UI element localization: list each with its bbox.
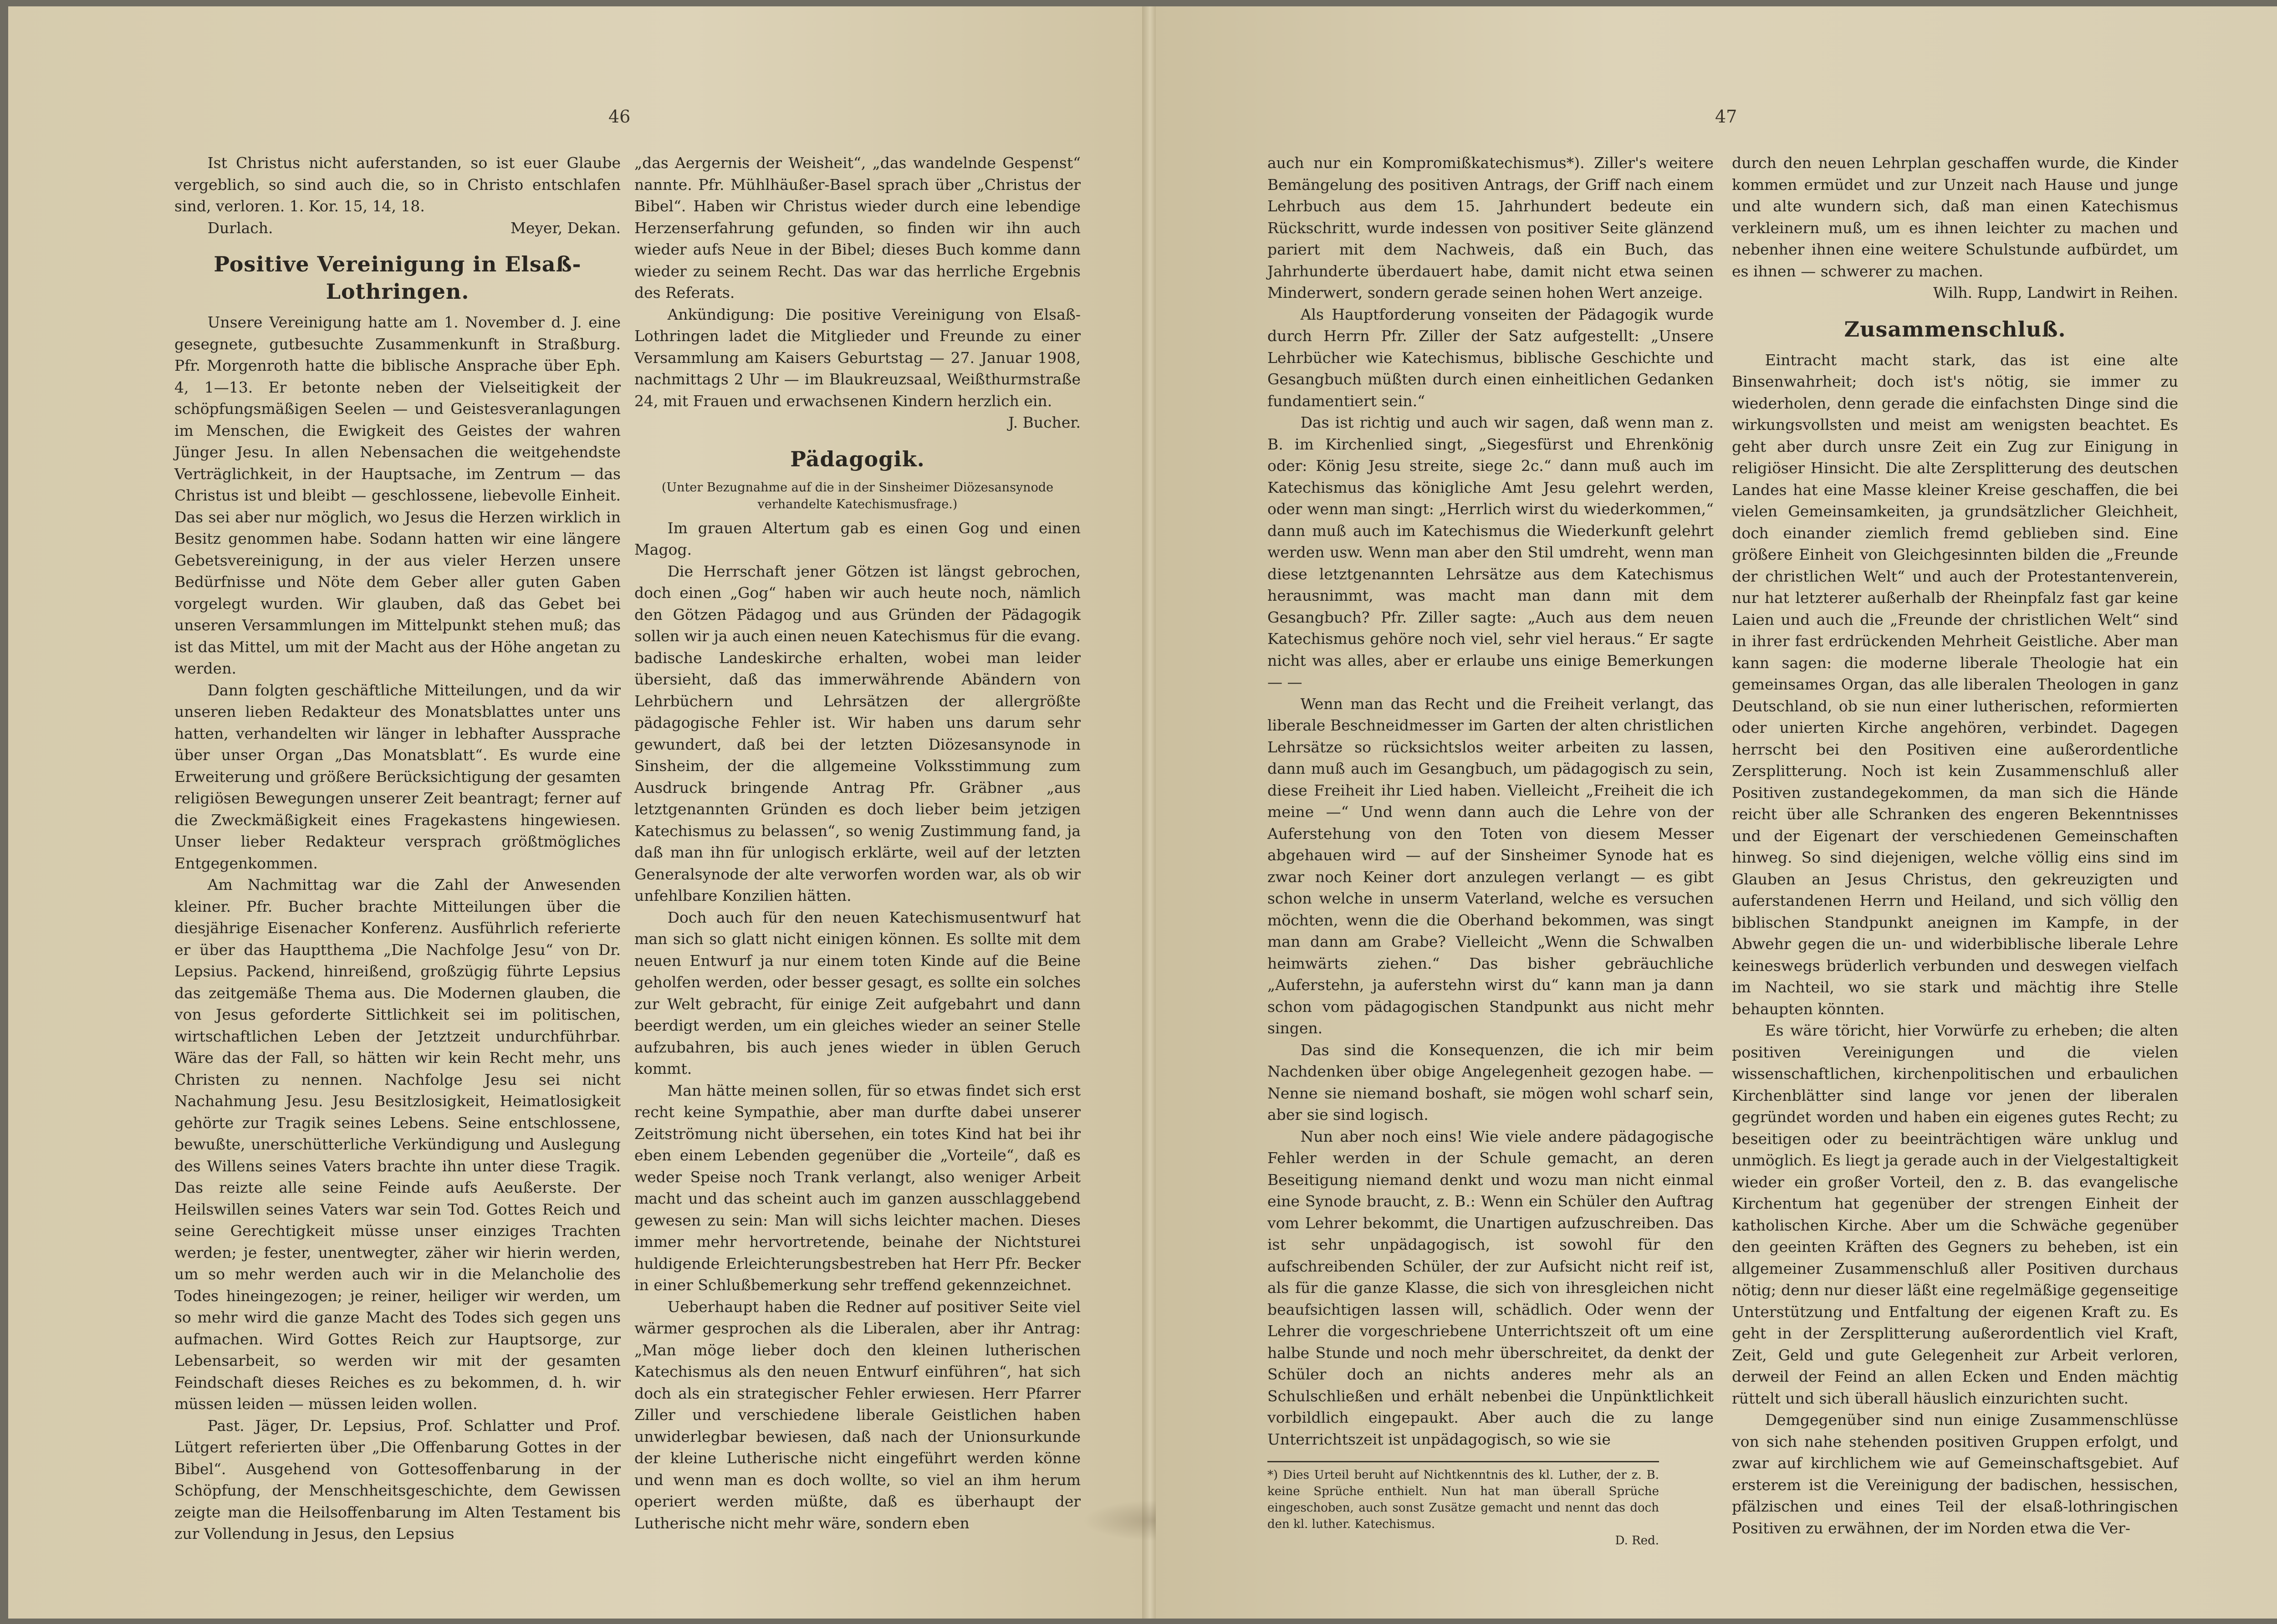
column-3 xyxy=(1267,152,1714,1549)
paragraph: Das sind die Konsequenzen, die ich mir beim Nachdenken über obige Angelegenheit gezogen habe. — Nenne sie niemand boshaft, sie mögen wohl scharf sein, aber sie sind logisch. xyxy=(1267,1041,1714,1124)
newspaper-spread xyxy=(8,6,2277,1619)
left-page xyxy=(8,6,1144,1619)
article-subheading: (Unter Bezugnahme auf die in der Sinsheimer Diözesansynode verhandelte Katechismusfrage.) xyxy=(661,480,1054,511)
paragraph: Doch auch für den neuen Katechismusentwurf hat man sich so glatt nicht einigen können. Es sollte mit dem neuen Entwurf ja nur einem toten Kinde auf die Beine geholfen werden, oder besser gesagt, es sollte ein solches zur Welt gebracht, für einige Zeit aufgebahrt und dann beerdigt werden, um ein gleiches wieder an seiner Stelle aufzubahren, bis auch jenes wieder in üblen Geruch kommt. xyxy=(634,908,1081,1078)
page-number-right: 47 xyxy=(1715,107,1737,127)
column-4 xyxy=(1732,152,2178,1539)
footnote-signature: D. Red. xyxy=(1615,1534,1659,1547)
column-1 xyxy=(174,152,621,1545)
paragraph: Dann folgten geschäftliche Mitteilungen, und da wir unseren lieben Redakteur des Monatsblattes unter uns hatten, verhandelten wir länger in lebhafter Aussprache über unser Organ „Das Monatsblatt“. Es wurde eine Erweiterung und größere Berücksichtigung der gesamten religiösen Bewegungen unserer Zeit beantragt; ferner auf die Zweckmäßigkeit eines Fragekastens hingewiesen. Unser lieber Redakteur versprach größtmögliches Entgegenkommen. xyxy=(174,681,621,872)
article-heading: Zusammenschluß. xyxy=(1844,317,2066,342)
article-heading: Positive Vereinigung in Elsaß-Lothringen. xyxy=(214,252,582,304)
paragraph: Nun aber noch eins! Wie viele andere pädagogische Fehler werden in der Schule gemacht, an deren Beseitigung niemand denkt und wozu man nicht einmal eine Synode braucht, z. B.: Wenn ein Schüler den Auftrag vom Lehrer bekommt, die Unartigen aufzuschreiben. Das ist sehr unpädagogisch, ist sowohl für den aufschreibenden Schüler, der zur Aufsicht nicht reif ist, als für die ganze Klasse, die sich von ihresgleichen nicht beaufsichtigen lassen will, schädlich. Oder wenn der Lehrer die vorgeschriebene Unterrichtszeit oft um eine halbe Stunde und noch mehr überschreitet, da denkt der Schüler doch an nichts anderes mehr als an Schulschließen und erhält nebenbei die Unpünktlichkeit vorbildlich eingepaukt. Aber auch die zu lange Unterrichtszeit ist unpädagogisch, so wie sie xyxy=(1267,1127,1714,1448)
paragraph: Das ist richtig und auch wir sagen, daß wenn man z. B. im Kirchenlied singt, „Siegesfürst und Ehrenkönig oder: König Jesu streite, siege 2c.“ dann muß auch im Katechismus das königliche Amt Jesu gelehrt werden, oder wenn man singt: „Herrlich wirst du wiederkommen,“ dann muß auch im Katechismus die Wiederkunft gelehrt werden usw. Wenn man aber den Stil umdreht, wenn man diese letztgenannten Lehrsätze aus dem Katechismus herausnimmt, was macht man dann mit dem Gesangbuch? Pfr. Ziller sagte: „Auch aus dem neuen Katechismus gehöre noch viel, sehr viel heraus.“ Er sagte nicht was alles, aber er erlaube uns einige Bemerkungen — — xyxy=(1267,414,1714,691)
column-2 xyxy=(634,152,1081,1534)
paragraph: „das Aergernis der Weisheit“, „das wandelnde Gespenst“ nannte. Pfr. Mühlhäußer-Basel sprach über „Christus der Bibel“. Haben wir Christus wieder durch eine lebendige Herzenserfahrung gefunden, so finden wir ihn auch wieder aufs Neue in der Bibel; dieses Buch komme dann wieder zu seinem Recht. Das war das herrliche Ergebnis des Referats. xyxy=(634,154,1081,301)
paragraph: Es wäre töricht, hier Vorwürfe zu erheben; die alten positiven Vereinigungen und die vielen wissenschaftlichen, kirchenpolitischen und erbaulichen Kirchenblätter sind lange vor jenen der liberalen gegründet worden und haben ein eigenes gutes Recht; zu beseitigen oder zu beeinträchtigen wäre unklug und unmöglich. Es liegt ja gerade auch in der Vielgestaltigkeit wieder ein großer Vorteil, den z. B. das evangelische Kirchentum hat gegenüber der strengen Einheit der katholischen Kirche. Aber um die Schwäche gegenüber den geeinten Kräften des Gegners zu beheben, ist ein allgemeiner Zusammenschluß aller Positiven durchaus nötig; denn nur dieser läßt eine regelmäßige gegenseitige Unterstützung und Entfaltung der eigenen Kraft zu. Es geht in der Zersplitterung außerordentlich viel Kraft, Zeit, Geld und gute Gelegenheit zur Arbeit verloren, derweil der Feind an allen Ecken und Enden mächtig rüttelt und sich überall häuslich einzurichten sucht. xyxy=(1732,1021,2178,1407)
quote-author: Meyer, Dekan. xyxy=(510,219,621,237)
paragraph: Am Nachmittag war die Zahl der Anwesenden kleiner. Pfr. Bucher brachte Mitteilungen über die diesjährige Eisenacher Konferenz. Ausführlich referierte er über das Hauptthema „Die Nachfolge Jesu“ von Dr. Lepsius. Packend, hinreißend, großzügig führte Lepsius das zeitgemäße Thema aus. Die Modernen glauben, die von Jesus geforderte Sittlichkeit sei im politischen, wirtschaftlichen Leben der Jetztzeit undurchführbar. Wäre das der Fall, so hätten wir kein Recht mehr, uns Christen zu nennen. Nachfolge Jesu sei nicht Nachahmung Jesu. Jesu Besitzlosigkeit, Heimatlosigkeit gehörte zur Tragik seines Lebens. Seine entschlossene, bewußte, unerschütterliche Verkündigung und Auslegung des Willens seines Vaters brachte ihn unter diese Tragik. Das reizte alle seine Feinde aufs Aeußerste. Der Heilswillen seines Vaters war sein Tod. Gottes Reich und seine Gerechtigkeit müsse unser einziges Trachten werden; je fester, unentwegter, zäher wir hierin werden, um so mehr werden auch wir in die Melancholie des Todes hineingezogen; je reiner, heiliger wir werden, um so mehr wird die ganze Macht des Todes sich gegen uns aufmachen. Wird Gottes Reich zur Hauptsorge, zur Lebensarbeit, so werden wir mit der gesamten Feindschaft dieses Reiches es zu bekommen, d. h. wir müssen leiden — müssen leiden wollen. xyxy=(174,876,621,1413)
author-signature: Wilh. Rupp, Landwirt in Reihen. xyxy=(1933,284,2178,301)
article-heading: Pädagogik. xyxy=(790,446,925,471)
footnote-text: *) Dies Urteil beruht auf Nichtkenntnis des kl. Luther, der z. B. keine Sprüche enthielt. Nun hat man überall Sprüche eingeschoben, auch sonst Zusätze gemacht und nennt das doch den kl. luther. Katechismus. xyxy=(1267,1468,1659,1531)
paragraph: Ueberhaupt haben die Redner auf positiver Seite viel wärmer gesprochen als die Liberalen, aber ihr Antrag: „Man möge lieber doch den kleinen lutherischen Katechismus als den neuen Entwurf einführen“, hat sich doch als ein strategischer Fehler erwiesen. Herr Pfarrer Ziller und verschiedene liberale Geistlichen haben unwiderlegbar bewiesen, daß nach der Unionsurkunde der kleine Lutherische nicht eingeführt werden könne und wenn man es doch wollte, so viel an ihm herum operiert werden müßte, daß es überhaupt der Lutherische nicht mehr wäre, sondern eben xyxy=(634,1297,1081,1532)
paragraph: Als Hauptforderung vonseiten der Pädagogik wurde durch Herrn Pfr. Ziller der Satz aufgestellt: „Unsere Lehrbücher wie Katechismus, biblische Geschichte und Gesangbuch müßten durch einen einheitlichen Gedanken fundamentiert sein.“ xyxy=(1267,305,1714,410)
paragraph: Unsere Vereinigung hatte am 1. November d. J. eine gesegnete, gutbesuchte Zusammenkunft in Straßburg. Pfr. Morgenroth hatte die biblische Ansprache über Eph. 4, 1—13. Er betonte neben der Vielseitigkeit der schöpfungsmäßigen Seelen — und Geistesveranlagungen im Menschen, die Ewigkeit des Geistes der wahren Jünger Jesu. In allen Nebensachen die weitgehendste Verträglichkeit, in der Hauptsache, im Zentrum — das Christus ist und bleibt — geschlossene, liebevolle Einheit. Das sei aber nur möglich, wo Jesus die Herzen wirklich in Besitz genommen habe. Sodann hatten wir eine längere Gebetsvereinigung, in der aus vieler Herzen unsere Bedürfnisse und Nöte dem Geber aller guten Gaben vorgelegt wurden. Wir glauben, daß das Gebet bei unseren Versammlungen im Mittelpunkt stehen muß; das ist das Mittel, um mit der Macht aus der Höhe angetan zu werden. xyxy=(174,313,621,677)
bible-quote: Ist Christus nicht auferstanden, so ist euer Glaube vergeblich, so sind auch die, so in Christo entschlafen sind, verloren. 1. Kor. 15, 14, 18. xyxy=(174,154,621,215)
paragraph: Past. Jäger, Dr. Lepsius, Prof. Schlatter und Prof. Lütgert referierten über „Die Offenbarung Gottes in der Bibel“. Ausgehend von Gottesoffenbarung in der Schöpfung, der Menschheitsgeschichte, dem Gewissen zeigte man die Heilsoffenbarung im Alten Testament bis zur Vollendung in Jesus, den Lepsius xyxy=(174,1416,621,1542)
announcement-signature: J. Bucher. xyxy=(1008,414,1081,431)
paragraph: Eintracht macht stark, das ist eine alte Binsenwahrheit; doch ist's nötig, sie immer zu wiederholen, denn gerade die einfachsten Dinge sind die wirkungsvollsten und meist am wenigsten beachtet. Es geht aber durch unsre Zeit ein Zug zur Einigung in religiöser Hinsicht. Die alte Zersplitterung des deutschen Landes hat eine Masse kleiner Kreise geschaffen, die bei vielen Gemeinsamkeiten, ja grundsätzlicher Gleichheit, doch einander ziemlich fremd geblieben sind. Eine größere Einheit von Gleichgesinnten bilden die „Freunde der christlichen Welt“ und auch der Protestantenverein, nur hat letzterer außerhalb der Rheinpfalz fast gar keine Laien und auch die „Freunde der christlichen Welt“ sind in ihrer fast erdrückenden Mehrheit Geistliche. Aber man kann sagen: die moderne liberale Theologie hat ein gemeinsames Organ, das alle liberalen Theologen in ganz Deutschland, ob sie nun einer lutherischen, reformierten oder unierten Kirche angehören, verbindet. Dagegen herrscht bei den Positiven eine außerordentliche Zersplitterung. Noch ist kein Zusammenschluß aller Positiven zustandegekommen, da man sich die Hände reicht über alle Schranken des engeren Bekenntnisses und der Eigenart der verschiedenen Gemeinschaften hinweg. So sind diejenigen, welche völlig eins sind im Glauben an Jesus Christus, den gekreuzigten und auferstandenen Herrn und Heiland, und sich völlig den biblischen Standpunkt aneignen im Kampfe, in der Abwehr gegen die un- und widerbiblische liberale Lehre keineswegs brüderlich verbunden und deswegen vielfach im Nachteil, wo sie stark und mächtig ihre Stelle behaupten könnten. xyxy=(1732,351,2178,1018)
paragraph: durch den neuen Lehrplan geschaffen wurde, die Kinder kommen ermüdet und zur Unzeit nach Hause und junge und alte wundern sich, daß man einen Katechismus verkleinern muß, um es ihnen leichter zu machen und nebenher ihnen eine weitere Schulstunde aufbürdet, um es ihnen — schwerer zu machen. xyxy=(1732,154,2178,280)
announcement: Ankündigung: Die positive Vereinigung von Elsaß-Lothringen ladet die Mitglieder und Freunde zu einer Versammlung am Kaisers Geburtstag — 27. Januar 1908, nachmittags 2 Uhr — im Blaukreuzsaal, Weißthurmstraße 24, mit Frauen und erwachsenen Kindern herzlich ein. xyxy=(634,305,1081,410)
page-number-left: 46 xyxy=(608,107,631,127)
quote-place: Durlach. xyxy=(207,219,273,237)
paragraph: Demgegenüber sind nun einige Zusammenschlüsse von sich nahe stehenden positiven Gruppen erfolgt, und zwar auf kirchlichem wie auf Gemeinschaftsgebiet. Auf ersterem ist die Vereinigung der badischen, hessischen, pfälzischen und eines Teil der elsaß-lothringischen Positiven zu erwähnen, der im Norden etwa die Ver- xyxy=(1732,1411,2178,1537)
right-page xyxy=(1156,6,2277,1619)
paragraph: Man hätte meinen sollen, für so etwas findet sich erst recht keine Sympathie, aber man durfte dabei unserer Zeitströmung nicht übersehen, ein totes Kind hat bei ihr eben einem Lebenden gegenüber die „Vorteile“, daß es weder Speise noch Trank verlangt, also weniger Arbeit macht und das scheint auch im ganzen ausschlaggebend gewesen zu sein: Man will sichs leichter machen. Dieses immer mehr hervortretende, beinahe der Nichtsturei huldigende Erleichterungsbestreben hat Herr Pfr. Becker in einer Schlußbemerkung sehr treffend gekennzeichnet. xyxy=(634,1081,1081,1294)
paragraph: Wenn man das Recht und die Freiheit verlangt, das liberale Beschneidmesser im Garten der alten christlichen Lehrsätze so rücksichtslos weiter arbeiten zu lassen, dann muß auch im Gesangbuch, um pädagogisch zu sein, diese Freiheit ihr Lied haben. Vielleicht „Freiheit die ich meine —“ Und wenn dann auch die Lehre von der Auferstehung von den Toten von diesem Messer abgehauen wird — auf der Sinsheimer Synode hat es zwar noch Keiner dort anzulegen verlangt — es gibt schon welche in unserm Vaterland, welche es versuchen möchten, wenn die die Oberhand bekommen, was singt man dann am Grabe? Vielleicht „Wenn die Schwalben heimwärts ziehen.“ Das bisher gebräuchliche „Auferstehn, ja auferstehn wirst du“ kann man ja dann schon vom pädagogischen Standpunkt aus nicht mehr singen. xyxy=(1267,695,1714,1037)
footnote xyxy=(1267,1461,1659,1549)
paragraph: Im grauen Altertum gab es einen Gog und einen Magog. xyxy=(634,519,1081,558)
paragraph: Die Herrschaft jener Götzen ist längst gebrochen, doch einen „Gog“ haben wir auch heute noch, nämlich den Götzen Pädagog und aus Gründen der Pädagogik sollen wir ja auch einen neuen Katechismus für die evang. badische Landeskirche erhalten, wobei man leider übersieht, daß das immerwährende Abändern von Lehrbüchern und Lehrsätzen der allergrößte pädagogische Fehler ist. Wir haben uns darum sehr gewundert, daß bei der letzten Diözesansynode in Sinsheim, der die allgemeine Volksstimmung zum Ausdruck bringende Antrag Pfr. Gräbner „aus letztgenannten Gründen es doch lieber beim jetzigen Katechismus zu belassen“, so wenig Zustimmung fand, ja daß man ihn für unlogisch erklärte, weil auf der letzten Generalsynode der alte verworfen worden war, als ob wir unfehlbare Konzilien hätten. xyxy=(634,562,1081,904)
quote-signature xyxy=(174,217,621,239)
paragraph: auch nur ein Kompromißkatechismus*). Ziller's weitere Bemängelung des positiven Antrags, der Griff nach einem Lehrbuch aus dem 15. Jahrhundert bedeute ein Rückschritt, wurde indessen von positiver Seite glänzend pariert mit dem Nachweis, daß ein Buch, das Jahrhunderte überdauert habe, damit nicht etwa seinen Minderwert, sondern gerade seinen hohen Wert anzeige. xyxy=(1267,154,1714,301)
